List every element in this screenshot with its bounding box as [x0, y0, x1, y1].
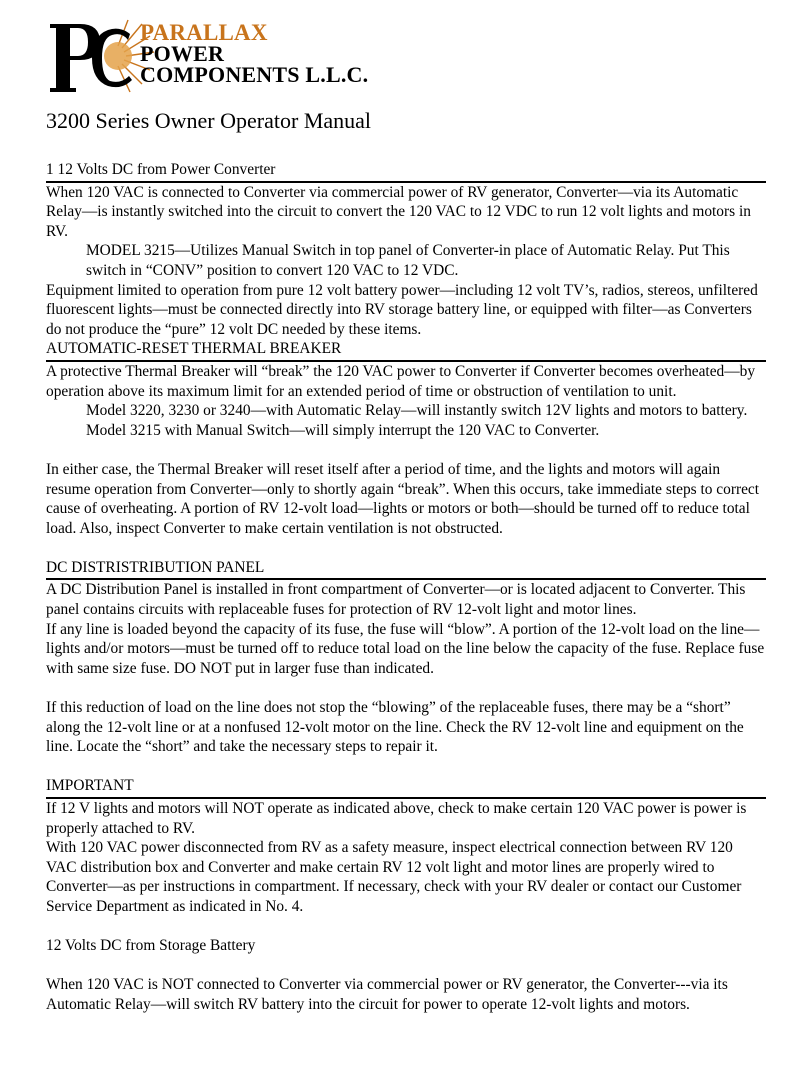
section5-paragraph-1: When 120 VAC is NOT connected to Converter via commercial power or RV generator, the Converter---via its Automatic Relay—will switch RV battery into the circuit for power to operate 12-volt lights and motors. [46, 976, 728, 1013]
section2-paragraph-4: In either case, the Thermal Breaker will reset itself after a period of time, and the lights and motors will again resume operation from Converter—only to shortly again “break”. When this occurs, take immediate steps to correct cause of overheating. A portion of RV 12-volt load—lights or motors or both—should be turned off to reduce total load. Also, inspect Converter to make certain ventilation is not obstructed. [46, 460, 760, 537]
section2-paragraph-1: A protective Thermal Breaker will “break” the 120 VAC power to Converter if Converter becomes overheated—by operation above its maximum limit for an extended period of time or obstruction of ventilation to unit. [46, 362, 756, 400]
section3-paragraph-3: If this reduction of load on the line does not stop the “blowing” of the replaceable fuses, there may be a “short” along the 12-volt line or at a nonfused 12-volt motor on the line. Check the RV 12-volt line and equipment on the line. Locate the “short” and take the necessary steps to repair it. [46, 699, 744, 756]
section-heading-important: IMPORTANT [46, 777, 134, 795]
section1-model-3215-note: MODEL 3215—Utilizes Manual Switch in top panel of Converter-in place of Automatic Relay. Put This switch in “CONV” position to convert 120 VAC to 12 VDC. [86, 242, 730, 279]
logo-line-parallax: PARALLAX [140, 20, 268, 45]
section-heading-power-converter: 1 12 Volts DC from Power Converter [46, 161, 276, 178]
section-heading-storage-battery: 12 Volts DC from Storage Battery [46, 937, 256, 955]
section2-model-list-1: Model 3220, 3230 or 3240—with Automatic Relay—will instantly switch 12V lights and motors to battery. [86, 402, 748, 420]
section2-model-list-2: Model 3215 with Manual Switch—will simply interrupt the 120 VAC to Converter. [86, 421, 600, 439]
company-logo [46, 18, 386, 96]
section3-paragraph-1: A DC Distribution Panel is installed in front compartment of Converter—or is located adjacent to Converter. This panel contains circuits with replaceable fuses for protection of RV 12-volt light and motor lines. [46, 581, 746, 619]
logo-line-components: COMPONENTS L.L.C. [140, 62, 369, 87]
section1-paragraph-1: When 120 VAC is connected to Converter via commercial power of RV generator, Converter—via its Automatic Relay—is instantly switched into the circuit to convert the 120 VAC to 12 VDC to run 12 volt lights and motors in RV. [46, 183, 751, 240]
section1-paragraph-3: Equipment limited to operation from pure 12 volt battery power—including 12 volt TV’s, radios, stereos, unfiltered fluorescent lights—must be connected directly into RV storage battery line, or equipped with filter—as Converters do not produce the “pure” 12 volt DC needed by these items. [46, 281, 758, 338]
manual-content [46, 160, 766, 1015]
section-heading-thermal-breaker: AUTOMATIC-RESET THERMAL BREAKER [46, 340, 342, 358]
section4-paragraph-1: If 12 V lights and motors will NOT operate as indicated above, check to make certain 120 VAC power is power is properly attached to RV. [46, 800, 747, 837]
logo-line-power: POWER [140, 41, 225, 66]
section-heading-dc-distribution: DC DISTRISTRIBUTION PANEL [46, 558, 265, 576]
page-title: 3200 Series Owner Operator Manual [46, 108, 372, 133]
section4-paragraph-2: With 120 VAC power disconnected from RV as a safety measure, inspect electrical connection between RV 120 VAC distribution box and Converter and make certain RV 12 volt light and motor lines are properly wired to Converter—as per instructions in compartment. If necessary, check with your RV dealer or contact our Customer Service Department as indicated in No. 4. [46, 839, 742, 915]
section3-paragraph-2: If any line is loaded beyond the capacity of its fuse, the fuse will “blow”. A portion of the 12-volt load on the line—lights and/or motors—must be turned off to reduce total load on the line below the capacity of the fuse. Replace fuse with same size fuse. DO NOT put in larger fuse than indicated. [46, 620, 765, 677]
